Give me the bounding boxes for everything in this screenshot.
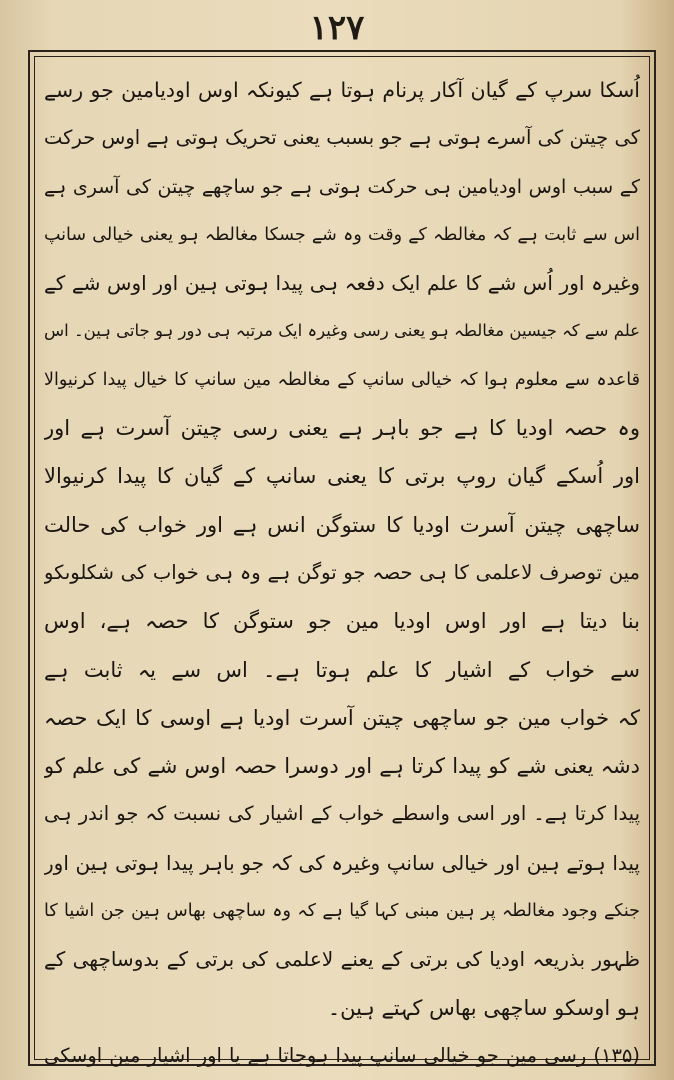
- text-line: ہو اوسکو ساچھی بھاس کہتے ہین۔: [327, 995, 640, 1020]
- body-text: [44, 66, 640, 1067]
- text-line: (۱۳۵) رسی مین جو خیالی سانپ پیدا ہوجاتا ہے یا اور اشیار مین اوسکی: [44, 1043, 640, 1067]
- text-line: ظہور بذریعہ اودیا کی برتی کے یعنے لاعلمی کی برتی کے بدوساچھی کے: [44, 947, 640, 972]
- text-line: کی چیتن کی آسرے ہوتی ہے جو بسبب یعنی تحریک ہوتی ہے اوس حرکت: [44, 126, 640, 150]
- text-line: اور اُسکے گیان روپ برتی کا یعنی سانپ کے گیان کا پیدا کرنیوالا: [44, 464, 640, 489]
- text-line: علم سے کہ جیسین مغالطہ ہو یعنی رسی وغیرہ ایک مرتبہ ہی دور ہو جاتی ہین۔ اس: [44, 321, 640, 341]
- text-line: کہ خواب مین جو ساچھی چیتن آسرت اودیا ہے اوسی کا ایک حصہ: [44, 705, 640, 730]
- text-line: بنا دیتا ہے اور اوس اودیا مین جو ستوگن کا حصہ ہے، اوس: [44, 609, 640, 634]
- text-line: جنکے وجود مغالطہ پر ہین مبنی کہا گیا ہے کہ وہ ساچھی بھاس ہین جن اشیا کا: [44, 901, 640, 922]
- text-line: کے سبب اوس اودیامین ہی حرکت ہوتی ہے جو ساچھے چیتن کی آسری ہے: [44, 175, 640, 198]
- text-line: اُسکا سرپ کے گیان آکار پرنام ہوتا ہے کیونکہ اوس اودیامین جو رسے: [44, 78, 640, 102]
- text-line: ساچھی چیتن آسرت اودیا کا ستوگن انس ہے اور خواب کی حالت: [44, 512, 640, 537]
- text-line: اس سے ثابت ہے کہ مغالطہ کے وقت وہ شے جسکا مغالطہ ہو یعنی خیالی سانپ: [44, 224, 640, 245]
- text-line: وہ حصہ اودیا کا ہے جو باہر ہے یعنی رسی چیتن آسرت ہے اور: [44, 416, 640, 441]
- text-line: مین توصرف لاعلمی کا ہی حصہ جو توگن ہے وہ ہی خواب کی شکلوںکو: [44, 560, 640, 584]
- text-line: پیدا ہوتے ہین اور خیالی سانپ وغیرہ کی کہ جو باہر پیدا ہوتی ہین اور: [44, 850, 640, 875]
- text-line: پیدا کرتا ہے۔ اور اسی واسطے خواب کے اشیار کی نسبت کہ جو اندر ہی: [44, 802, 640, 826]
- text-line: دشہ یعنی شے کو پیدا کرتا ہے اور دوسرا حصہ اوس شے کی علم کو: [44, 754, 640, 779]
- page-number: ١٢٧: [309, 8, 365, 48]
- text-line: قاعدہ سے معلوم ہوا کہ خیالی سانپ کے مغالطہ مین سانپ کا خیال پیدا کرنیوالا: [44, 369, 640, 390]
- text-line: وغیرہ اور اُس شے کا علم ایک دفعہ ہی پیدا ہوتی ہین اور اوس شے کے: [44, 271, 640, 296]
- text-line: سے خواب کے اشیار کا علم ہوتا ہے۔ اس سے یہ ثابت ہے: [44, 657, 640, 682]
